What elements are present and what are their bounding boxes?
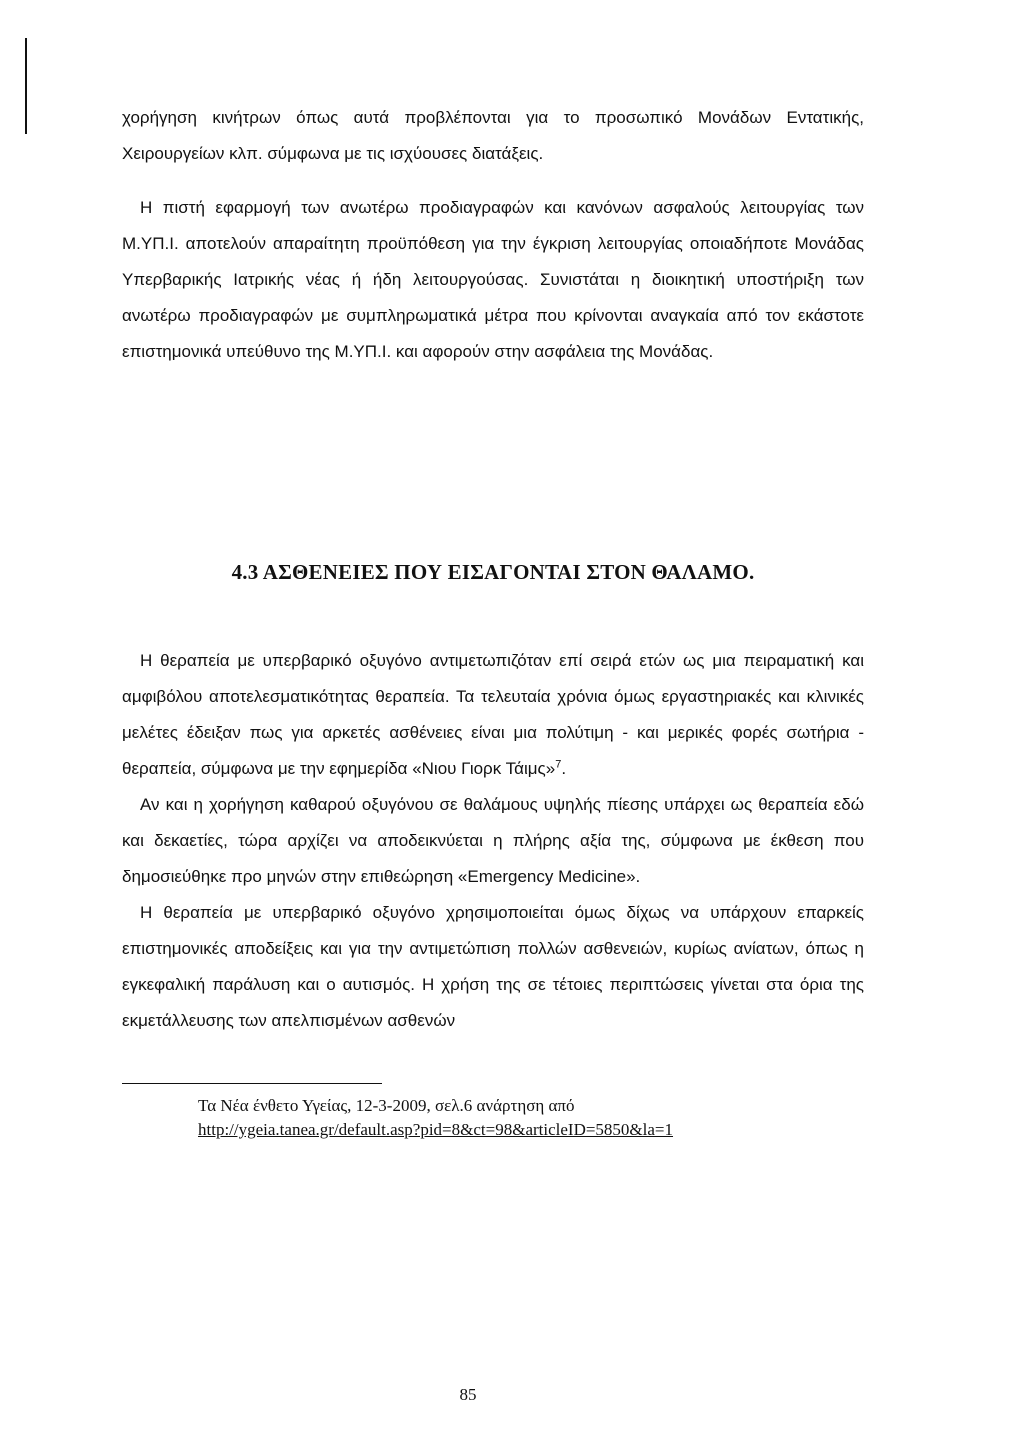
document-page	[122, 100, 864, 1142]
section-heading: 4.3 ΑΣΘΕΝΕΙΕΣ ΠΟΥ ΕΙΣΑΓΟΝΤΑΙ ΣΤΟΝ ΘΑΛΑΜΟ.	[231, 560, 755, 584]
page-number: 85	[459, 1385, 477, 1404]
paragraph-uses: Η θεραπεία με υπερβαρικό οξυγόνο χρησιμοποιείται όμως δίχως να υπάρχουν επαρκείς επιστημονικές αποδείξεις και για την αντιμετώπιση πολλών ασθενειών, κυρίως ανίατων, όπως η εγκεφαλική παράλυση και ο αυτισμός. Η χρήση της σε τέτοιες περιπτώσεις γίνεται στα όρια της εκμετάλλευσης των απελπισμένων ασθενών	[122, 903, 864, 1030]
margin-rule	[25, 38, 27, 134]
paragraph-therapy-history	[122, 643, 864, 787]
footnote-reference: 7	[555, 758, 562, 771]
paragraph-continuation: χορήγηση κινήτρων όπως αυτά προβλέπονται για το προσωπικό Μονάδων Εντατικής, Χειρουργείων κλπ. σύμφωνα με τις ισχύουσες διατάξεις.	[122, 108, 864, 163]
paragraph-oxygen-chambers: Αν και η χορήγηση καθαρού οξυγόνου σε θαλάμους υψηλής πίεσης υπάρχει ως θεραπεία εδώ και δεκαετίες, τώρα αρχίζει να αποδεικνύεται η πλήρης αξία της, σύμφωνα με έκθεση που δημοσιεύθηκε προ μηνών στην επιθεώρηση «Emergency Medicine».	[122, 795, 864, 886]
footnote-link[interactable]: http://ygeia.tanea.gr/default.asp?pid=8&ct=98&articleID=5850&la=1	[198, 1120, 674, 1139]
footnote-divider	[122, 1083, 382, 1084]
footnote-text: Τα Νέα ένθετο Υγείας, 12-3-2009, σελ.6 ανάρτηση από	[198, 1096, 575, 1115]
paragraph-therapy-history-end: .	[561, 759, 567, 778]
footnote	[198, 1094, 864, 1142]
paragraph-therapy-history-text: Η θεραπεία με υπερβαρικό οξυγόνο αντιμετωπιζόταν επί σειρά ετών ως μια πειραματική και αμφιβόλου αποτελεσματικότητας θεραπεία. Τα τελευταία χρόνια όμως εργαστηριακές και κλινικές μελέτες έδειξαν πως για αρκετές ασθένειες είναι μια πολύτιμη - και μερικές φορές σωτήρια - θεραπεία, σύμφωνα με την εφημερίδα «Νιου Γιορκ Τάιμς»	[122, 651, 864, 778]
paragraph-safety-rules: Η πιστή εφαρμογή των ανωτέρω προδιαγραφών και κανόνων ασφαλούς λειτουργίας των Μ.ΥΠ.Ι. αποτελούν απαραίτητη προϋπόθεση για την έγκριση λειτουργίας οποιαδήποτε Μονάδας Υπερβαρικής Ιατρικής νέας ή ήδη λειτουργούσας. Συνιστάται η διοικητική υποστήριξη των ανωτέρω προδιαγραφών με συμπληρωματικά μέτρα που κρίνονται αναγκαία από τον εκάστοτε επιστημονικά υπεύθυνο της Μ.ΥΠ.Ι. και αφορούν στην ασφάλεια της Μονάδας.	[122, 198, 864, 361]
